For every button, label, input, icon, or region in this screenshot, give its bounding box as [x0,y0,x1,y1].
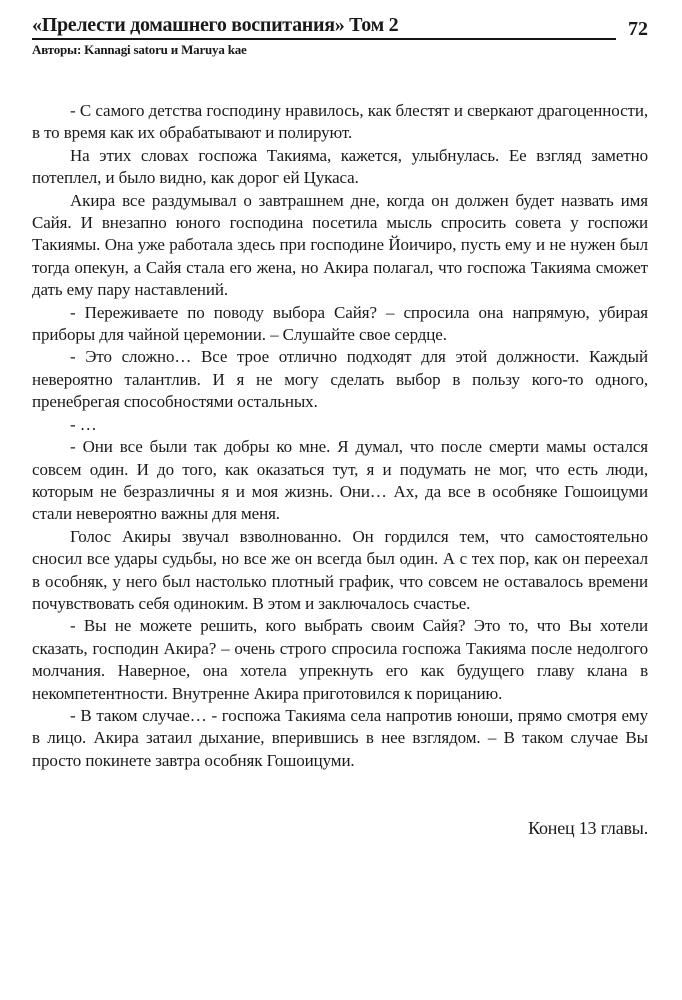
paragraph: - В таком случае… - госпожа Такияма села напротив юноши, прямо смотря ему в лицо. Акира затаил дыхание, вперившись в нее взглядом. – В таком случае Вы просто покинете завтра особняк Гошоицуми. [32,705,648,770]
paragraph: - С самого детства господину нравилось, как блестят и сверкают драгоценности, в то время как их обрабатывают и полируют. [32,101,648,143]
paragraph: - Они все были так добры ко мне. Я думал, что после смерти мамы остался совсем один. И до того, как оказаться тут, я и подумать не мог, что есть люди, которым не безразличны я и моя жизнь. Они… Ах, да все в особняке Гошоицуми стали невероятно важны для меня. [32,437,648,524]
page-body [32,100,648,772]
page-number: 72 [628,18,648,40]
page-header [32,14,648,40]
authors-line: Авторы: Kannagi satoru и Maruya kae [32,42,247,57]
paragraph: На этих словах госпожа Такияма, кажется, улыбнулась. Ее взгляд заметно потеплел, и было видно, как дорог ей Цукаса. [32,145,648,188]
book-title: «Прелести домашнего воспитания» Том 2 [32,14,399,36]
paragraph: - Переживаете по поводу выбора Сайя? – спросила она напрямую, убирая приборы для чайной церемонии. – Слушайте свое сердце. [32,302,648,345]
paragraph: - … [70,414,97,434]
paragraph: Акира все раздумывал о завтрашнем дне, когда он должен будет назвать имя Сайя. И внезапно юного господина посетила мысль спросить совета у госпожи Такиямы. Она уже работала здесь при господине Йоичиро, пусть ему и не нужен был тогда опекун, а Сайя стала его жена, но Акира полагал, что госпожа Такияма сможет дать ему пару наставлений. [32,190,648,300]
paragraph: - Это сложно… Все трое отлично подходят для этой должности. Каждый невероятно талантлив. И я не могу сделать выбор в пользу кого-то одного, пренебрегая способностями остальных. [32,347,648,412]
chapter-end-note: Конец 13 главы. [528,818,648,839]
paragraph: - Вы не можете решить, кого выбрать своим Сайя? Это то, что Вы хотели сказать, господин Акира? – очень строго спросила госпожа Такияма после недолгого молчания. Наверное, она хотела упрекнуть его как будущего главу клана в некомпетентности. Внутренне Акира приготовился к порицанию. [32,616,648,703]
header-underline [32,14,616,40]
paragraph: Голос Акиры звучал взволнованно. Он гордился тем, что самостоятельно сносил все удары судьбы, но все же он всегда был один. А с тех пор, как он переехал в особняк, у него был настолько плотный график, что совсем не оставалось времени почувствовать себя одиноким. В этом и заключалось счастье. [32,526,648,613]
